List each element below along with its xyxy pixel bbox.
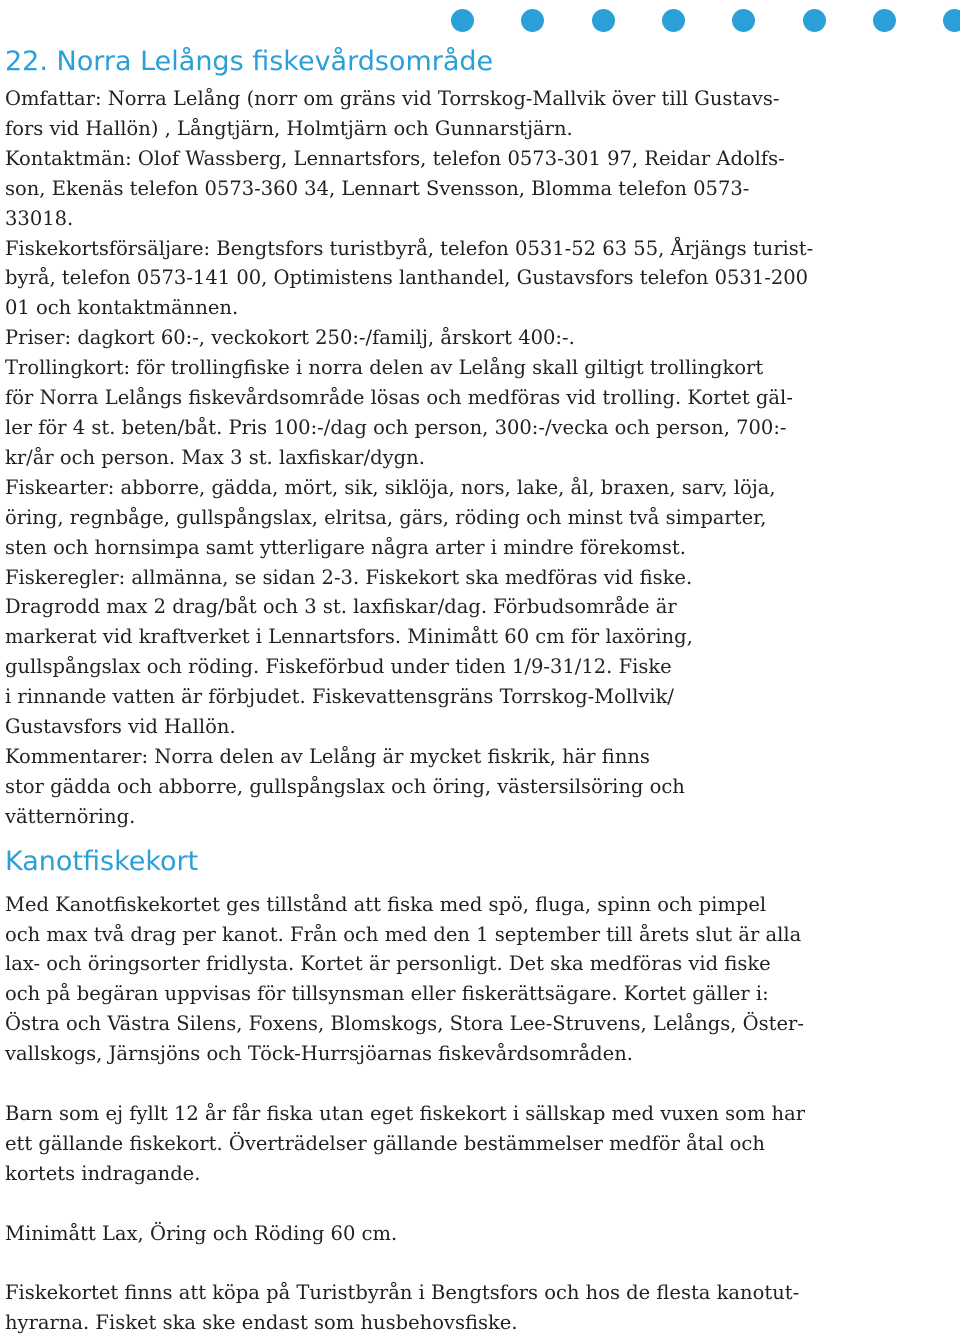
dot-icon <box>451 9 474 32</box>
dot-icon <box>943 9 960 32</box>
text-line: Gustavsfors vid Hallön. <box>5 715 236 739</box>
paragraph-gap <box>5 1069 905 1099</box>
text-line: Omfattar: Norra Lelång (norr om gräns vid Torrskog-Mallvik över till Gustavs- <box>5 87 780 110</box>
paragraph-gap <box>5 1189 905 1219</box>
page-content <box>5 44 905 1338</box>
text-line: sten och hornsimpa samt ytterligare några arter i mindre förekomst. <box>5 535 686 559</box>
decorative-dots <box>451 8 960 34</box>
text-line: 01 och kontaktmännen. <box>5 296 239 320</box>
section-title-norra-lelang: 22. Norra Lelångs fiskevårdsområde <box>5 46 494 77</box>
text-line: kortets indragande. <box>5 1161 201 1185</box>
text-line: son, Ekenäs telefon 0573-360 34, Lennart Svensson, Blomma telefon 0573- <box>5 176 750 200</box>
dot-icon <box>592 9 615 32</box>
text-line: ett gällande fiskekort. Överträdelser gällande bestämmelser medför åtal och <box>5 1131 765 1155</box>
text-line: och max två drag per kanot. Från och med den 1 september till årets slut är alla <box>5 922 802 946</box>
text-line: ler för 4 st. beten/båt. Pris 100:-/dag och person, 300:-/vecka och person, 700:- <box>5 415 787 439</box>
text-line: Minimått Lax, Öring och Röding 60 cm. <box>5 1221 398 1245</box>
text-line: Fiskekortsförsäljare: Bengtsfors turistbyrå, telefon 0531-52 63 55, Årjängs turist- <box>5 236 814 260</box>
text-line: Fiskekortet finns att köpa på Turistbyrån i Bengtsfors och hos de flesta kanotut- <box>5 1281 800 1305</box>
text-line: kr/år och person. Max 3 st. laxfiskar/dygn. <box>5 445 425 469</box>
text-line: Östra och Västra Silens, Foxens, Blomskogs, Stora Lee-Struvens, Lelångs, Öster- <box>5 1012 804 1036</box>
section-body-norra-lelang <box>5 84 905 832</box>
text-line: för Norra Lelångs fiskevårdsområde lösas och medföras vid trolling. Kortet gäl- <box>5 386 793 410</box>
text-line: Kommentarer: Norra delen av Lelång är mycket fiskrik, här finns <box>5 744 650 768</box>
text-line: Dragrodd max 2 drag/båt och 3 st. laxfiskar/dag. Förbudsområde är <box>5 595 677 619</box>
dot-icon <box>732 9 755 32</box>
text-line: vätternöring. <box>5 804 136 828</box>
paragraph-gap <box>5 1249 905 1279</box>
section-body-kanotfiskekort <box>5 890 905 1339</box>
text-line: hyrarna. Fisket ska ske endast som husbehovsfiske. <box>5 1311 518 1335</box>
text-line: gullspångslax och röding. Fiskeförbud under tiden 1/9-31/12. Fiske <box>5 655 672 679</box>
text-line: Fiskearter: abborre, gädda, mört, sik, siklöja, nors, lake, ål, braxen, sarv, löja, <box>5 475 776 499</box>
text-line: byrå, telefon 0573-141 00, Optimistens lanthandel, Gustavsfors telefon 0531-200 <box>5 266 809 290</box>
dot-icon <box>521 9 544 32</box>
text-line: Fiskeregler: allmänna, se sidan 2-3. Fiskekort ska medföras vid fiske. <box>5 565 693 589</box>
dot-icon <box>803 9 826 32</box>
text-line: och på begäran uppvisas för tillsynsman eller fiskerättsägare. Kortet gäller i: <box>5 982 769 1006</box>
text-line: lax- och öringsorter fridlysta. Kortet är personligt. Det ska medföras vid fiske <box>5 952 771 976</box>
text-line: fors vid Hallön) , Långtjärn, Holmtjärn och Gunnarstjärn. <box>5 116 573 140</box>
text-line: markerat vid kraftverket i Lennartsfors. Minimått 60 cm för laxöring, <box>5 625 693 649</box>
dot-icon <box>873 9 896 32</box>
text-line: i rinnande vatten är förbjudet. Fiskevattensgräns Torrskog-Mollvik/ <box>5 685 674 709</box>
text-line: Med Kanotfiskekortet ges tillstånd att fiska med spö, fluga, spinn och pimpel <box>5 892 767 916</box>
text-line: Priser: dagkort 60:-, veckokort 250:-/familj, årskort 400:-. <box>5 326 575 350</box>
text-line: Kontaktmän: Olof Wassberg, Lennartsfors, telefon 0573-301 97, Reidar Adolfs- <box>5 146 785 170</box>
text-line: vallskogs, Järnsjöns och Töck-Hurrsjöarnas fiskevårdsområden. <box>5 1042 633 1066</box>
dot-icon <box>662 9 685 32</box>
text-line: Barn som ej fyllt 12 år får fiska utan eget fiskekort i sällskap med vuxen som har <box>5 1101 806 1125</box>
text-line: stor gädda och abborre, gullspångslax och öring, västersilsöring och <box>5 774 685 798</box>
text-line: Trollingkort: för trollingfiske i norra delen av Lelång skall giltigt trollingkort <box>5 356 764 380</box>
text-line: öring, regnbåge, gullspångslax, elritsa, gärs, röding och minst två simparter, <box>5 505 767 529</box>
text-line: 33018. <box>5 206 74 230</box>
section-title-kanotfiskekort: Kanotfiskekort <box>5 845 199 877</box>
